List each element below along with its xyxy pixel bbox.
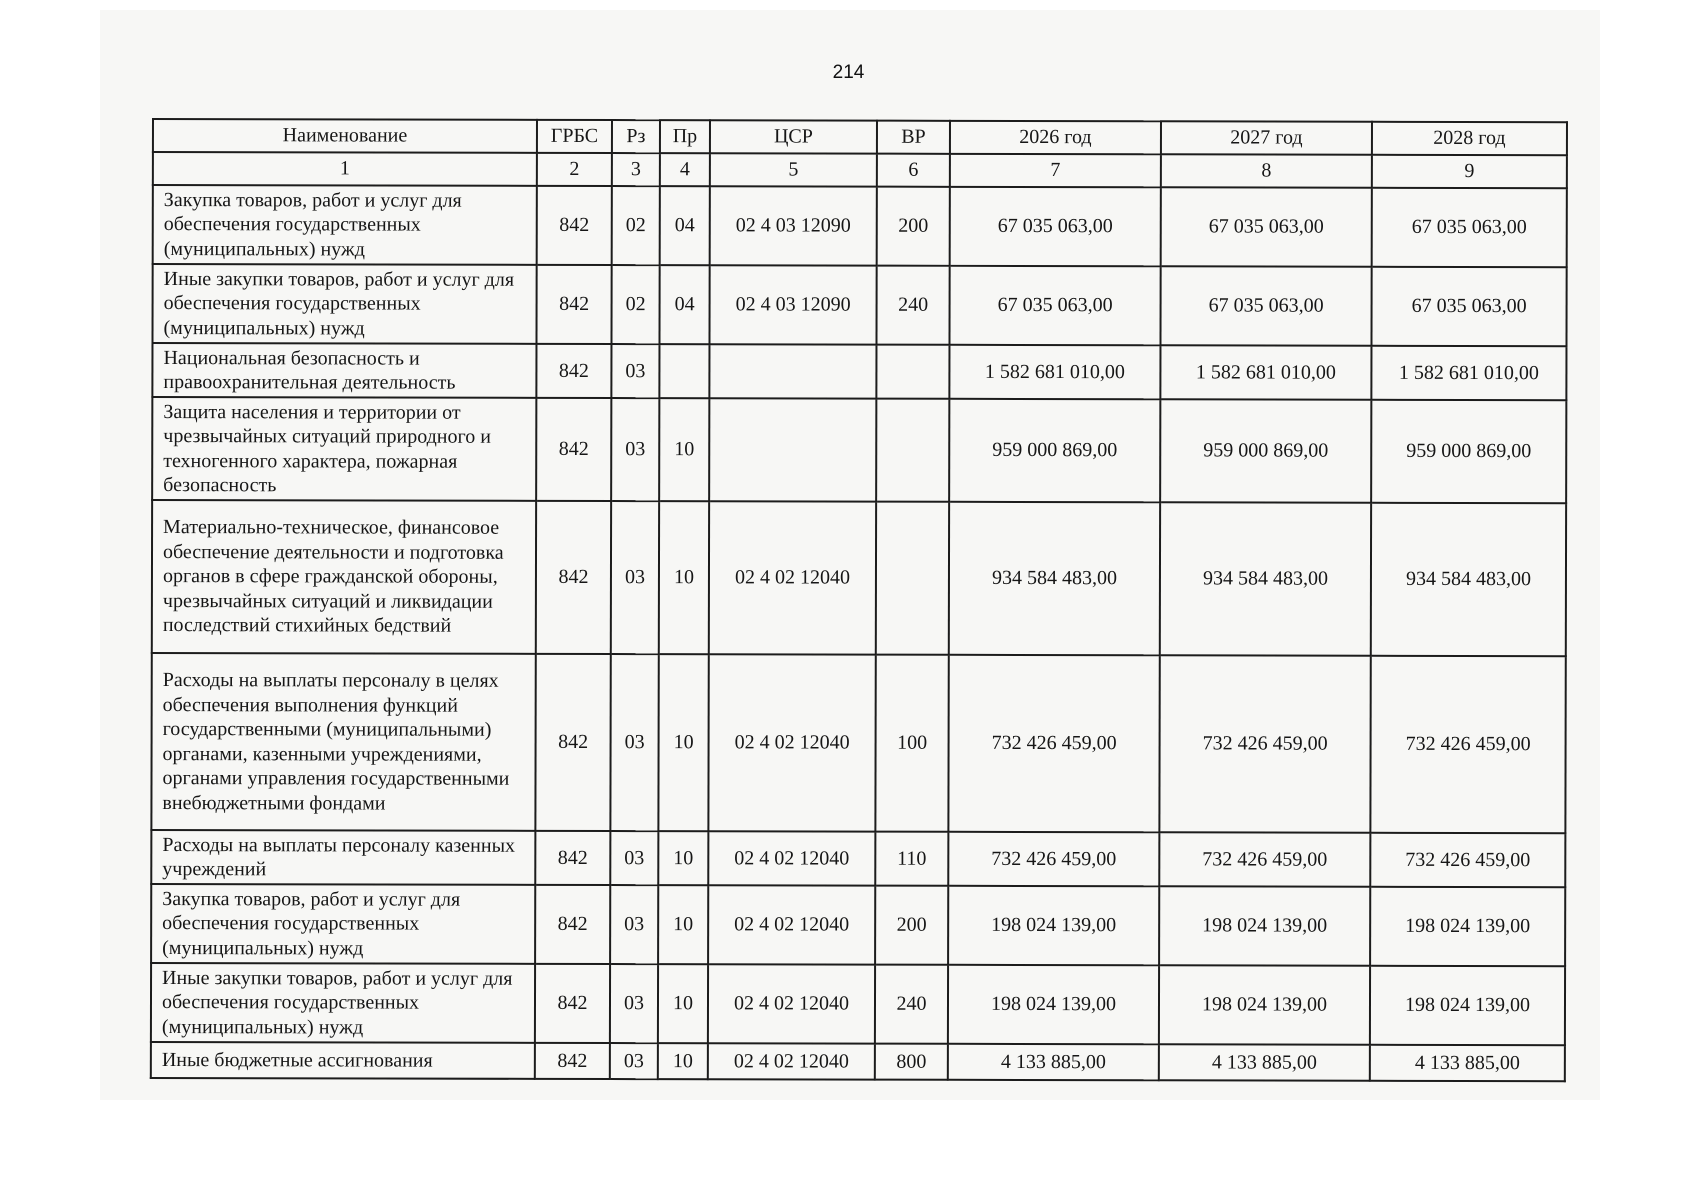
column-number-row [153,152,1567,188]
row-amount-2028: 4 133 885,00 [1370,1045,1565,1081]
row-amount-2026: 1 582 681 010,00 [949,345,1160,399]
row-pr [659,344,709,398]
row-amount-2028: 67 035 063,00 [1372,188,1567,267]
row-name: Закупка товаров, работ и услуг для обеспечения государственных (муниципальных) нужд [151,884,535,964]
column-number: 4 [660,153,710,186]
row-vr [876,345,949,399]
column-header-name: Наименование [153,119,537,153]
row-csr: 02 4 02 12040 [708,831,875,885]
column-header-2027: 2027 год [1161,121,1372,154]
row-amount-2028: 732 426 459,00 [1370,833,1565,887]
row-amount-2026: 732 426 459,00 [948,655,1159,832]
row-name: Расходы на выплаты персоналу в целях обеспечения выполнения функций государственными (муниципальными) органами, казенными учреждениями, органами управления государственными внебюджетными фондами [151,653,535,831]
table-row [152,397,1566,503]
table-row [153,185,1567,267]
row-vr: 110 [875,832,948,886]
row-rz: 03 [610,885,658,964]
row-grbs: 842 [537,186,612,265]
table-row [151,653,1565,833]
row-name: Иные закупки товаров, работ и услуг для обеспечения государственных (муниципальных) нужд [152,264,536,344]
row-name: Иные бюджетные ассигнования [151,1042,535,1079]
row-rz: 02 [611,265,659,344]
row-pr: 10 [658,885,708,964]
row-amount-2026: 934 584 483,00 [949,502,1160,655]
row-amount-2026: 198 024 139,00 [948,965,1159,1044]
row-name: Защита населения и территории от чрезвычайных ситуаций природного и техногенного характера, пожарная безопасность [152,397,536,501]
row-amount-2028: 732 426 459,00 [1370,656,1565,833]
row-csr: 02 4 02 12040 [708,885,875,964]
row-amount-2026: 959 000 869,00 [949,399,1160,502]
table-row [151,963,1565,1045]
row-pr: 10 [659,398,709,501]
row-vr: 240 [876,266,949,345]
row-rz: 03 [610,831,658,885]
row-csr: 02 4 03 12090 [709,265,876,344]
row-pr: 10 [658,964,708,1043]
row-csr: 02 4 02 12040 [708,654,875,831]
row-csr [709,398,876,501]
row-amount-2026: 198 024 139,00 [948,886,1159,965]
row-amount-2028: 959 000 869,00 [1371,400,1566,503]
row-grbs: 842 [535,654,610,831]
budget-table [150,118,1568,1082]
row-pr: 10 [658,831,708,885]
row-amount-2028: 67 035 063,00 [1371,267,1566,346]
row-amount-2027: 198 024 139,00 [1159,965,1370,1044]
column-header-grbs: ГРБС [537,120,612,153]
column-header-pr: Пр [660,120,710,153]
row-grbs: 842 [536,265,611,344]
column-number: 7 [950,154,1161,187]
row-grbs: 842 [536,501,611,654]
row-amount-2027: 732 426 459,00 [1159,655,1370,832]
row-amount-2028: 934 584 483,00 [1371,503,1566,656]
row-rz: 03 [611,344,659,398]
row-vr: 100 [875,655,948,832]
row-pr: 10 [658,1043,708,1079]
row-amount-2026: 67 035 063,00 [950,187,1161,266]
column-number: 9 [1372,155,1567,188]
column-header-2026: 2026 год [950,121,1161,154]
row-name: Материально-техническое, финансовое обеспечение деятельности и подготовка органов в сфере гражданской обороны, чрезвычайных ситуаций и ликвидации последствий стихийных бедствий [152,500,536,654]
row-amount-2028: 1 582 681 010,00 [1371,346,1566,400]
table-row [152,500,1566,656]
row-amount-2027: 198 024 139,00 [1159,886,1370,965]
row-vr: 200 [875,886,948,965]
row-vr: 240 [875,965,948,1044]
row-amount-2027: 959 000 869,00 [1160,399,1371,502]
row-pr: 10 [659,501,709,654]
row-amount-2027: 732 426 459,00 [1159,832,1370,886]
table-row [152,343,1566,400]
row-pr: 04 [660,186,710,265]
column-header-2028: 2028 год [1372,122,1567,155]
column-header-vr: ВР [877,121,950,154]
row-amount-2028: 198 024 139,00 [1370,887,1565,966]
column-number: 1 [153,152,537,186]
row-rz: 03 [610,654,658,831]
row-pr: 10 [658,654,708,831]
row-grbs: 842 [535,831,610,885]
row-grbs: 842 [536,398,611,501]
table-row [151,884,1565,966]
row-rz: 03 [611,501,659,654]
row-csr: 02 4 02 12040 [708,1043,875,1079]
row-amount-2027: 67 035 063,00 [1160,266,1371,345]
table-row [152,264,1566,346]
row-rz: 02 [612,186,660,265]
row-csr: 02 4 02 12040 [709,501,876,654]
row-vr [876,502,949,655]
row-grbs: 842 [535,964,610,1043]
table-row [151,1042,1565,1081]
row-name: Расходы на выплаты персоналу казенных учреждений [151,830,535,885]
row-amount-2027: 1 582 681 010,00 [1160,345,1371,399]
row-vr [876,399,949,502]
column-header-rz: Рз [612,120,660,153]
column-number: 5 [710,153,877,186]
row-amount-2026: 67 035 063,00 [949,266,1160,345]
row-grbs: 842 [535,1043,610,1079]
row-grbs: 842 [536,344,611,398]
row-amount-2027: 4 133 885,00 [1159,1044,1370,1080]
page-number: 214 [832,62,865,83]
row-amount-2026: 4 133 885,00 [948,1044,1159,1080]
row-rz: 03 [610,1043,658,1079]
row-name: Национальная безопасность и правоохранительная деятельность [152,343,536,398]
column-number: 3 [612,153,660,186]
column-number: 8 [1161,154,1372,187]
row-rz: 03 [610,964,658,1043]
row-csr [709,344,876,398]
row-amount-2027: 67 035 063,00 [1161,187,1372,266]
row-amount-2028: 198 024 139,00 [1370,966,1565,1045]
row-csr: 02 4 02 12040 [708,964,875,1043]
row-name: Иные закупки товаров, работ и услуг для обеспечения государственных (муниципальных) нужд [151,963,535,1043]
row-amount-2026: 732 426 459,00 [948,832,1159,886]
row-rz: 03 [611,398,659,501]
row-amount-2027: 934 584 483,00 [1160,502,1371,655]
row-pr: 04 [659,265,709,344]
header-row [153,119,1567,155]
table-row [151,830,1565,887]
column-number: 6 [877,154,950,187]
column-header-csr: ЦСР [710,120,877,153]
row-vr: 800 [875,1044,948,1080]
row-grbs: 842 [535,885,610,964]
row-csr: 02 4 03 12090 [710,186,877,265]
row-name: Закупка товаров, работ и услуг для обеспечения государственных (муниципальных) нужд [153,185,537,265]
column-number: 2 [537,153,612,186]
row-vr: 200 [877,187,950,266]
